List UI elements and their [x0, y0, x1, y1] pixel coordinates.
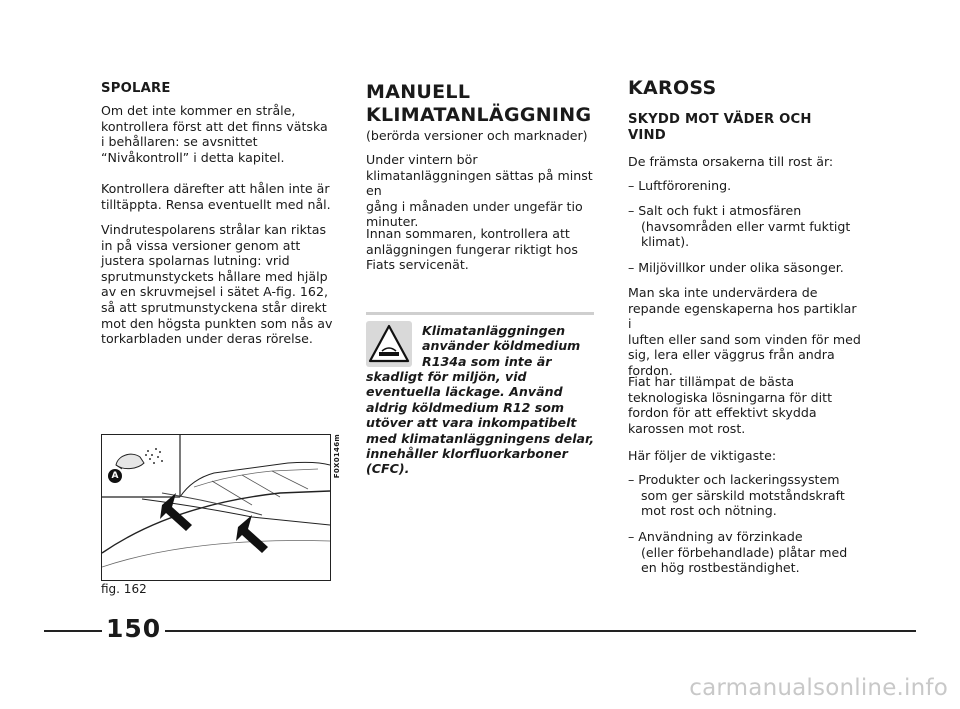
list-item: – Användning av förzinkade (eller förbehandlade) plåtar med en hög rostbeständighet.	[628, 529, 848, 576]
list-item: – Salt och fukt i atmosfären (havsområden eller varmt fuktigt klimat).	[628, 203, 851, 250]
watermark: carmanualsonline.info	[689, 675, 948, 701]
paragraph: Om det inte kommer en stråle, kontrollera först att det finns vätska i behållaren: se avsnittet “Nivåkontroll” i detta kapitel.	[101, 103, 328, 165]
figure-code: F0X0146m	[333, 434, 341, 479]
paragraph: Under vintern bör klimatanläggningen sättas på minst en gång i månaden under ungefär tio minuter.	[366, 152, 593, 230]
paragraph: Fiat har tillämpat de bästa teknologiska lösningarna för ditt fordon för att effektivt skydda karossen mot rost.	[628, 374, 833, 436]
heading-klimatanlaggning: MANUELL KLIMATANLÄGGNING	[366, 81, 592, 126]
list-item: – Luftförorening.	[628, 178, 732, 193]
heading-kaross: KAROSS	[628, 77, 717, 99]
figure-162	[101, 434, 331, 581]
warning-box	[366, 312, 595, 477]
figure-caption: fig. 162	[101, 582, 147, 596]
page-number: 150	[102, 614, 165, 643]
paragraph: De främsta orsakerna till rost är:	[628, 154, 834, 169]
list-item: – Miljövillkor under olika säsonger.	[628, 260, 844, 275]
marker-a: A	[108, 469, 122, 483]
footer-rule	[156, 630, 916, 632]
warning-text-side: Klimatanläggningen använder köldmedium R134a som inte är	[422, 323, 581, 369]
footer-rule-left	[44, 630, 102, 632]
list-item: – Produkter och lackeringssystem som ger särskild motståndskraft mot rost och nötning.	[628, 472, 845, 519]
subheading-skydd: SKYDD MOT VÄDER OCH VIND	[628, 112, 812, 143]
heading-spolare: SPOLARE	[101, 81, 171, 96]
subtitle: (berörda versioner och marknader)	[366, 128, 588, 143]
washer-nozzle-illustration	[102, 435, 330, 580]
paragraph: Innan sommaren, kontrollera att anläggningen fungerar riktigt hos Fiats servicenät.	[366, 226, 578, 273]
paragraph: Man ska inte undervärdera de repande egenskaperna hos partiklar i luften eller sand som vinden för med sig, lera eller väggrus från andra fordon.	[628, 285, 861, 378]
paragraph: Här följer de viktigaste:	[628, 448, 777, 463]
environment-warning-icon	[366, 321, 412, 367]
paragraph: Vindrutespolarens strålar kan riktas in på vissa versioner genom att justera spolarnas lutning: vrid sprutmunstyckets hållare med hjälp av en skruvmejsel i sätet A-fig. 162, så att sprutmunstyckena står direkt mot den högsta punkten som nås av torkarbladen under deras rörelse.	[101, 222, 333, 347]
warning-text: skadligt för miljön, vid eventuella läckage. Använd aldrig köldmedium R12 som utöver att vara inkompatibelt med klimatanläggningens delar, innehåller klorfluorkarboner (CFC).	[366, 369, 595, 477]
paragraph: Kontrollera därefter att hålen inte är tilltäppta. Rensa eventuellt med nål.	[101, 181, 331, 212]
